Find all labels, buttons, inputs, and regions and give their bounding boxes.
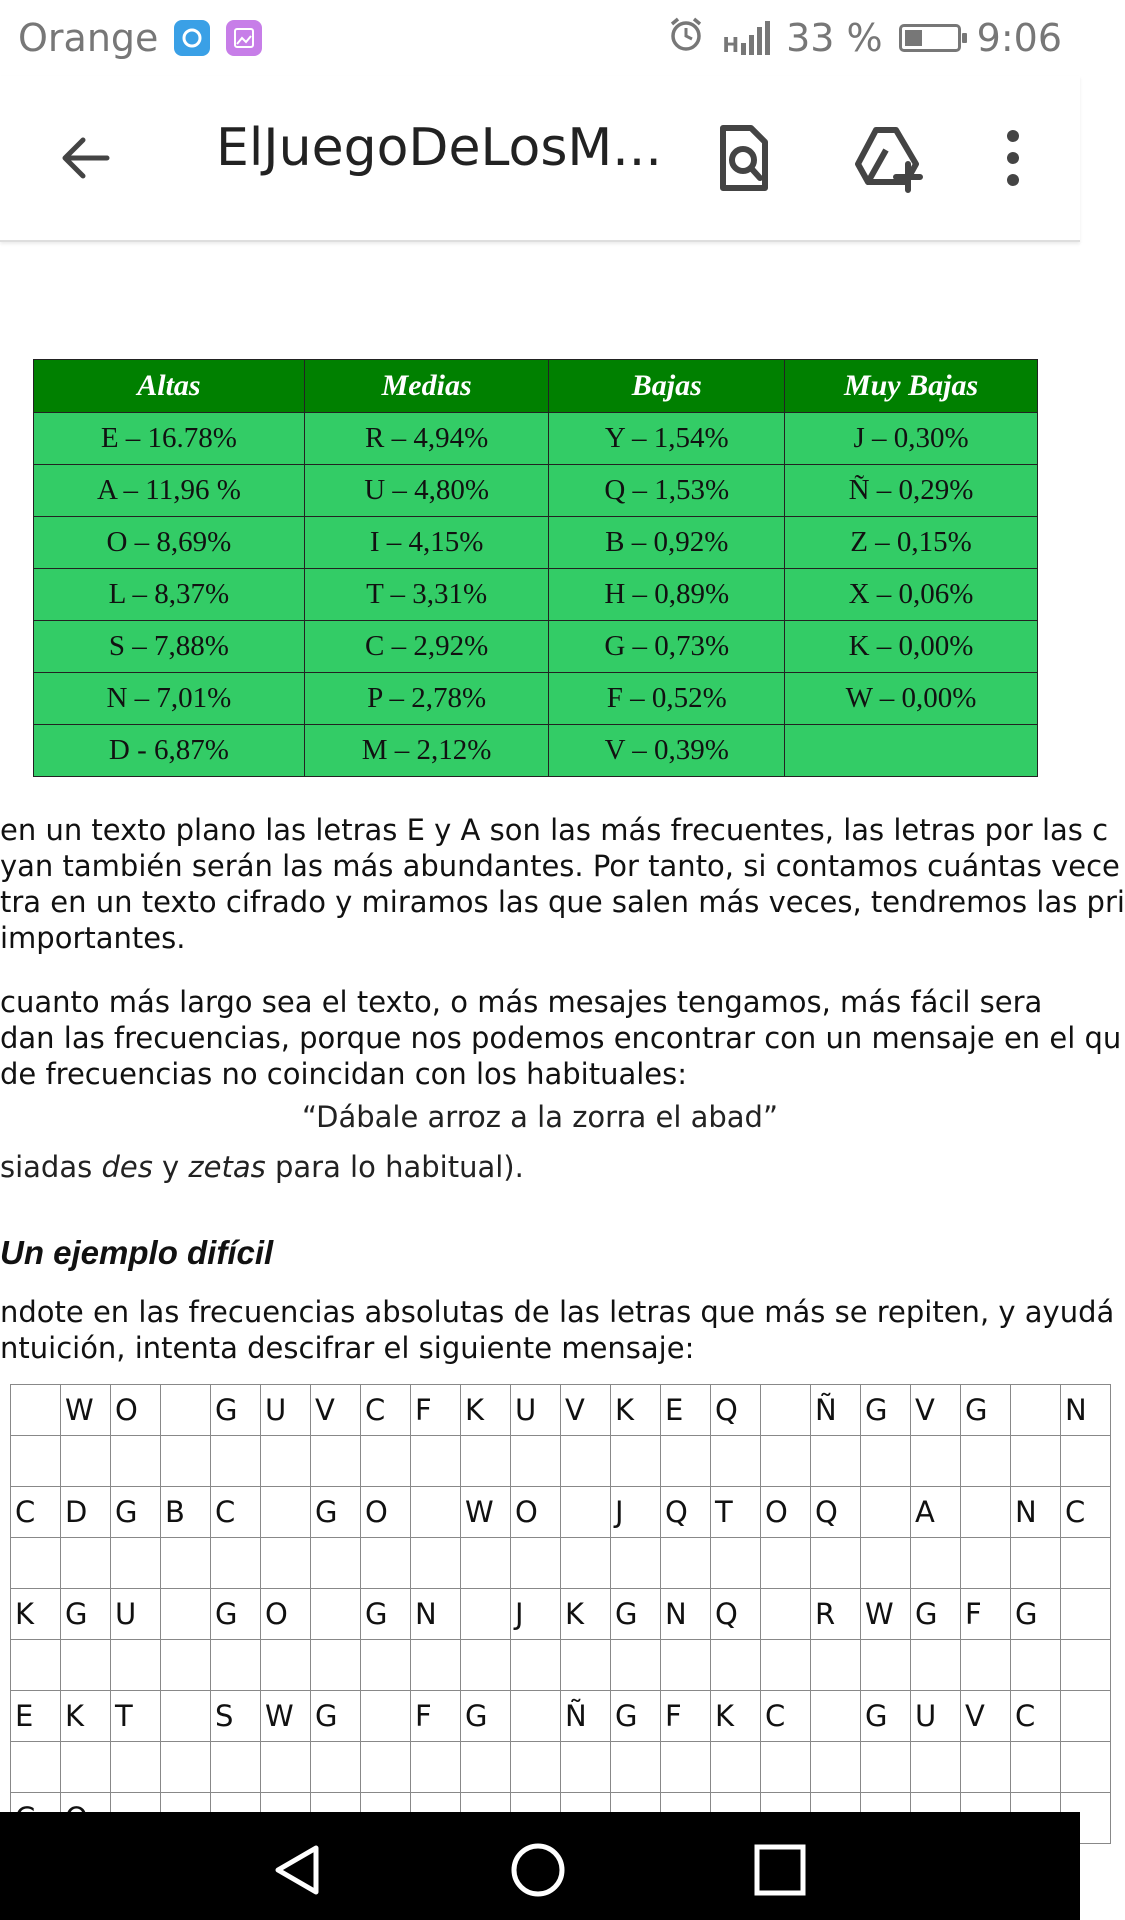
table-cell: D - 6,87% bbox=[34, 725, 305, 777]
grid-cell bbox=[611, 1742, 661, 1793]
example-quote: “Dábale arroz a la zorra el abad” bbox=[301, 1100, 778, 1134]
grid-cell bbox=[411, 1487, 461, 1538]
grid-cell bbox=[461, 1436, 511, 1487]
grid-cell: N bbox=[1011, 1487, 1061, 1538]
grid-cell: G bbox=[361, 1589, 411, 1640]
navigation-bar bbox=[0, 1812, 1080, 1920]
table-cell: V – 0,39% bbox=[549, 725, 785, 777]
grid-cell: K bbox=[11, 1589, 61, 1640]
grid-cell bbox=[761, 1742, 811, 1793]
grid-cell bbox=[311, 1436, 361, 1487]
grid-cell bbox=[11, 1538, 61, 1589]
status-bar bbox=[0, 0, 1080, 76]
grid-cell bbox=[161, 1538, 211, 1589]
grid-cell bbox=[761, 1640, 811, 1691]
grid-cell: Q bbox=[711, 1385, 761, 1436]
grid-cell bbox=[961, 1436, 1011, 1487]
section-heading: Un ejemplo difícil bbox=[0, 1234, 274, 1271]
more-options-icon[interactable] bbox=[975, 120, 1051, 196]
table-cell: L – 8,37% bbox=[34, 569, 305, 621]
grid-cell: T bbox=[711, 1487, 761, 1538]
grid-cell: W bbox=[461, 1487, 511, 1538]
grid-cell: V bbox=[561, 1385, 611, 1436]
grid-cell: O bbox=[111, 1385, 161, 1436]
grid-cell bbox=[261, 1487, 311, 1538]
grid-cell bbox=[61, 1436, 111, 1487]
grid-cell bbox=[361, 1742, 411, 1793]
grid-cell: K bbox=[61, 1691, 111, 1742]
grid-cell: C bbox=[211, 1487, 261, 1538]
grid-cell bbox=[711, 1436, 761, 1487]
nav-back-icon[interactable] bbox=[270, 1842, 326, 1898]
grid-cell bbox=[811, 1742, 861, 1793]
grid-cell bbox=[361, 1538, 411, 1589]
table-cell: J – 0,30% bbox=[785, 413, 1038, 465]
grid-cell: C bbox=[361, 1385, 411, 1436]
grid-cell bbox=[961, 1640, 1011, 1691]
grid-cell bbox=[161, 1436, 211, 1487]
grid-cell bbox=[561, 1436, 611, 1487]
grid-cell: G bbox=[311, 1487, 361, 1538]
grid-cell bbox=[661, 1538, 711, 1589]
grid-cell: R bbox=[811, 1589, 861, 1640]
grid-cell: V bbox=[311, 1385, 361, 1436]
table-cell: Z – 0,15% bbox=[785, 517, 1038, 569]
grid-cell bbox=[911, 1538, 961, 1589]
frequency-table bbox=[33, 359, 1038, 777]
grid-cell bbox=[111, 1538, 161, 1589]
table-cell: M – 2,12% bbox=[304, 725, 549, 777]
table-cell: B – 0,92% bbox=[549, 517, 785, 569]
back-arrow-icon[interactable] bbox=[55, 126, 119, 190]
grid-cell: U bbox=[911, 1691, 961, 1742]
grid-cell: F bbox=[961, 1589, 1011, 1640]
grid-cell bbox=[811, 1436, 861, 1487]
grid-cell: T bbox=[111, 1691, 161, 1742]
grid-cell: F bbox=[411, 1691, 461, 1742]
grid-cell bbox=[861, 1742, 911, 1793]
grid-cell bbox=[861, 1436, 911, 1487]
grid-cell bbox=[411, 1640, 461, 1691]
table-cell: Q – 1,53% bbox=[549, 465, 785, 517]
grid-cell bbox=[461, 1640, 511, 1691]
table-row bbox=[34, 725, 1038, 777]
table-header: Medias bbox=[304, 360, 549, 413]
grid-cell: U bbox=[261, 1385, 311, 1436]
table-header: Bajas bbox=[549, 360, 785, 413]
grid-cell: B bbox=[161, 1487, 211, 1538]
grid-cell bbox=[761, 1589, 811, 1640]
signal-icon: H bbox=[722, 21, 770, 55]
table-cell: W – 0,00% bbox=[785, 673, 1038, 725]
grid-cell bbox=[561, 1640, 611, 1691]
table-cell: R – 4,94% bbox=[304, 413, 549, 465]
table-row bbox=[34, 517, 1038, 569]
find-in-page-icon[interactable] bbox=[705, 120, 781, 196]
grid-cell bbox=[1061, 1742, 1111, 1793]
paragraph-1: en un texto plano las letras E y A son las más frecuentes, las letras por las c yan también serán las más abundantes. Por tanto, si contamos cuántas vece tra en un texto cifrado y miramos las que salen más veces, tendremos las pri importantes. bbox=[0, 813, 1125, 955]
grid-cell bbox=[861, 1487, 911, 1538]
grid-cell: C bbox=[11, 1487, 61, 1538]
grid-cell bbox=[711, 1742, 761, 1793]
table-cell: I – 4,15% bbox=[304, 517, 549, 569]
grid-cell: F bbox=[411, 1385, 461, 1436]
grid-cell: G bbox=[111, 1487, 161, 1538]
document-title: ElJuegoDeLosM... bbox=[216, 118, 662, 178]
grid-cell bbox=[11, 1640, 61, 1691]
grid-cell: O bbox=[511, 1487, 561, 1538]
grid-cell bbox=[1011, 1742, 1061, 1793]
grid-cell bbox=[511, 1436, 561, 1487]
table-cell: X – 0,06% bbox=[785, 569, 1038, 621]
grid-cell bbox=[811, 1538, 861, 1589]
grid-cell: N bbox=[411, 1589, 461, 1640]
table-cell: Ñ – 0,29% bbox=[785, 465, 1038, 517]
grid-cell: C bbox=[761, 1691, 811, 1742]
grid-cell bbox=[461, 1538, 511, 1589]
table-cell: T – 3,31% bbox=[304, 569, 549, 621]
grid-cell bbox=[361, 1640, 411, 1691]
grid-cell bbox=[161, 1640, 211, 1691]
grid-cell bbox=[261, 1436, 311, 1487]
table-header: Muy Bajas bbox=[785, 360, 1038, 413]
grid-cell: W bbox=[61, 1385, 111, 1436]
grid-cell: Q bbox=[811, 1487, 861, 1538]
grid-cell bbox=[861, 1538, 911, 1589]
grid-cell: N bbox=[661, 1589, 711, 1640]
grid-cell bbox=[561, 1538, 611, 1589]
grid-cell bbox=[611, 1640, 661, 1691]
table-row bbox=[34, 465, 1038, 517]
grid-cell bbox=[761, 1385, 811, 1436]
grid-cell: Ñ bbox=[561, 1691, 611, 1742]
table-row bbox=[34, 569, 1038, 621]
document-viewer[interactable] bbox=[0, 242, 1125, 1812]
paragraph-3: ndote en las frecuencias absolutas de las letras que más se repiten, y ayudá ntuición, intenta descifrar el siguiente mensaje: bbox=[0, 1295, 1115, 1365]
grid-cell bbox=[1061, 1691, 1111, 1742]
table-cell: N – 7,01% bbox=[34, 673, 305, 725]
table-row bbox=[34, 673, 1038, 725]
nav-recents-icon[interactable] bbox=[752, 1842, 808, 1898]
gallery-icon bbox=[226, 20, 262, 56]
grid-cell: U bbox=[511, 1385, 561, 1436]
grid-cell bbox=[211, 1538, 261, 1589]
grid-cell bbox=[1011, 1385, 1061, 1436]
table-cell: H – 0,89% bbox=[549, 569, 785, 621]
grid-cell bbox=[361, 1691, 411, 1742]
grid-cell bbox=[111, 1640, 161, 1691]
app-bar bbox=[0, 76, 1080, 242]
grid-cell bbox=[411, 1742, 461, 1793]
grid-cell: G bbox=[211, 1589, 261, 1640]
grid-cell: K bbox=[611, 1385, 661, 1436]
table-row bbox=[34, 621, 1038, 673]
table-cell: G – 0,73% bbox=[549, 621, 785, 673]
grid-cell bbox=[1011, 1436, 1061, 1487]
grid-cell bbox=[1061, 1538, 1111, 1589]
grid-cell: C bbox=[1011, 1691, 1061, 1742]
grid-cell bbox=[1011, 1538, 1061, 1589]
grid-cell: D bbox=[61, 1487, 111, 1538]
grid-cell: S bbox=[211, 1691, 261, 1742]
alexa-icon bbox=[174, 20, 210, 56]
grid-cell bbox=[511, 1538, 561, 1589]
grid-cell bbox=[811, 1640, 861, 1691]
grid-cell bbox=[961, 1487, 1011, 1538]
carrier-label: Orange bbox=[18, 16, 159, 60]
grid-cell bbox=[161, 1691, 211, 1742]
grid-cell bbox=[911, 1742, 961, 1793]
grid-cell: K bbox=[461, 1385, 511, 1436]
grid-cell bbox=[261, 1538, 311, 1589]
table-cell: S – 7,88% bbox=[34, 621, 305, 673]
grid-cell: F bbox=[661, 1691, 711, 1742]
battery-percent: 33 % bbox=[786, 16, 883, 60]
grid-cell bbox=[1061, 1436, 1111, 1487]
table-cell: E – 16.78% bbox=[34, 413, 305, 465]
grid-cell: W bbox=[261, 1691, 311, 1742]
grid-cell: J bbox=[611, 1487, 661, 1538]
grid-cell: J bbox=[511, 1589, 561, 1640]
cipher-grid bbox=[10, 1384, 1111, 1844]
grid-cell bbox=[611, 1538, 661, 1589]
table-cell: Y – 1,54% bbox=[549, 413, 785, 465]
grid-cell: G bbox=[611, 1589, 661, 1640]
battery-icon bbox=[899, 24, 961, 52]
note-line: siadas des y zetas para lo habitual). bbox=[0, 1150, 524, 1184]
grid-cell: O bbox=[261, 1589, 311, 1640]
grid-cell bbox=[461, 1742, 511, 1793]
grid-cell bbox=[911, 1436, 961, 1487]
grid-cell bbox=[711, 1538, 761, 1589]
grid-cell bbox=[311, 1538, 361, 1589]
grid-cell bbox=[1061, 1640, 1111, 1691]
grid-cell bbox=[161, 1385, 211, 1436]
grid-cell bbox=[761, 1538, 811, 1589]
table-cell bbox=[785, 725, 1038, 777]
grid-cell bbox=[561, 1742, 611, 1793]
grid-cell bbox=[261, 1742, 311, 1793]
table-cell: U – 4,80% bbox=[304, 465, 549, 517]
grid-cell: V bbox=[911, 1385, 961, 1436]
clock: 9:06 bbox=[976, 16, 1062, 60]
grid-cell bbox=[411, 1538, 461, 1589]
grid-cell: Ñ bbox=[811, 1385, 861, 1436]
table-cell: K – 0,00% bbox=[785, 621, 1038, 673]
grid-cell: G bbox=[211, 1385, 261, 1436]
grid-cell: U bbox=[111, 1589, 161, 1640]
grid-cell: G bbox=[461, 1691, 511, 1742]
grid-cell: N bbox=[1061, 1385, 1111, 1436]
grid-cell: E bbox=[661, 1385, 711, 1436]
grid-cell bbox=[511, 1742, 561, 1793]
grid-cell bbox=[411, 1436, 461, 1487]
grid-cell bbox=[161, 1589, 211, 1640]
table-cell: P – 2,78% bbox=[304, 673, 549, 725]
table-cell: F – 0,52% bbox=[549, 673, 785, 725]
grid-cell bbox=[211, 1640, 261, 1691]
grid-cell bbox=[611, 1436, 661, 1487]
grid-cell: G bbox=[611, 1691, 661, 1742]
grid-cell bbox=[11, 1742, 61, 1793]
grid-cell bbox=[211, 1436, 261, 1487]
paragraph-2: cuanto más largo sea el texto, o más mesajes tengamos, más fácil sera dan las frecuencias, porque nos podemos encontrar con un mensaje en el qu de frecuencias no coincidan con los habituales: bbox=[0, 985, 1122, 1091]
table-cell: O – 8,69% bbox=[34, 517, 305, 569]
grid-cell: E bbox=[11, 1691, 61, 1742]
grid-cell bbox=[211, 1742, 261, 1793]
add-to-drive-icon[interactable] bbox=[850, 120, 926, 196]
grid-cell bbox=[661, 1742, 711, 1793]
grid-cell bbox=[311, 1640, 361, 1691]
grid-cell bbox=[111, 1436, 161, 1487]
grid-cell: G bbox=[61, 1589, 111, 1640]
grid-cell bbox=[461, 1589, 511, 1640]
grid-cell: G bbox=[911, 1589, 961, 1640]
grid-cell: O bbox=[761, 1487, 811, 1538]
alarm-icon bbox=[666, 14, 706, 63]
grid-cell bbox=[61, 1742, 111, 1793]
grid-cell bbox=[11, 1436, 61, 1487]
grid-cell bbox=[861, 1640, 911, 1691]
grid-cell bbox=[311, 1742, 361, 1793]
grid-cell bbox=[961, 1742, 1011, 1793]
grid-cell bbox=[361, 1436, 411, 1487]
table-row bbox=[34, 413, 1038, 465]
grid-cell: G bbox=[961, 1385, 1011, 1436]
grid-cell: C bbox=[1061, 1487, 1111, 1538]
grid-cell: W bbox=[861, 1589, 911, 1640]
table-cell: A – 11,96 % bbox=[34, 465, 305, 517]
grid-cell bbox=[911, 1640, 961, 1691]
grid-cell bbox=[261, 1640, 311, 1691]
grid-cell: O bbox=[361, 1487, 411, 1538]
grid-cell: G bbox=[1011, 1589, 1061, 1640]
table-header: Altas bbox=[34, 360, 305, 413]
grid-cell: Q bbox=[661, 1487, 711, 1538]
grid-cell: K bbox=[711, 1691, 761, 1742]
grid-cell bbox=[511, 1691, 561, 1742]
grid-cell: G bbox=[861, 1385, 911, 1436]
grid-cell bbox=[61, 1538, 111, 1589]
grid-cell bbox=[761, 1436, 811, 1487]
grid-cell bbox=[811, 1691, 861, 1742]
grid-cell bbox=[661, 1640, 711, 1691]
grid-cell bbox=[161, 1742, 211, 1793]
nav-home-icon[interactable] bbox=[510, 1842, 566, 1898]
grid-cell bbox=[511, 1640, 561, 1691]
grid-cell bbox=[1011, 1640, 1061, 1691]
grid-cell bbox=[311, 1589, 361, 1640]
grid-cell bbox=[561, 1487, 611, 1538]
grid-cell bbox=[1061, 1589, 1111, 1640]
grid-cell bbox=[661, 1436, 711, 1487]
grid-cell: G bbox=[311, 1691, 361, 1742]
table-cell: C – 2,92% bbox=[304, 621, 549, 673]
grid-cell: A bbox=[911, 1487, 961, 1538]
grid-cell: V bbox=[961, 1691, 1011, 1742]
grid-cell: Q bbox=[711, 1589, 761, 1640]
grid-cell: G bbox=[861, 1691, 911, 1742]
grid-cell: K bbox=[561, 1589, 611, 1640]
grid-cell bbox=[111, 1742, 161, 1793]
grid-cell bbox=[61, 1640, 111, 1691]
grid-cell bbox=[11, 1385, 61, 1436]
grid-cell bbox=[961, 1538, 1011, 1589]
grid-cell bbox=[711, 1640, 761, 1691]
